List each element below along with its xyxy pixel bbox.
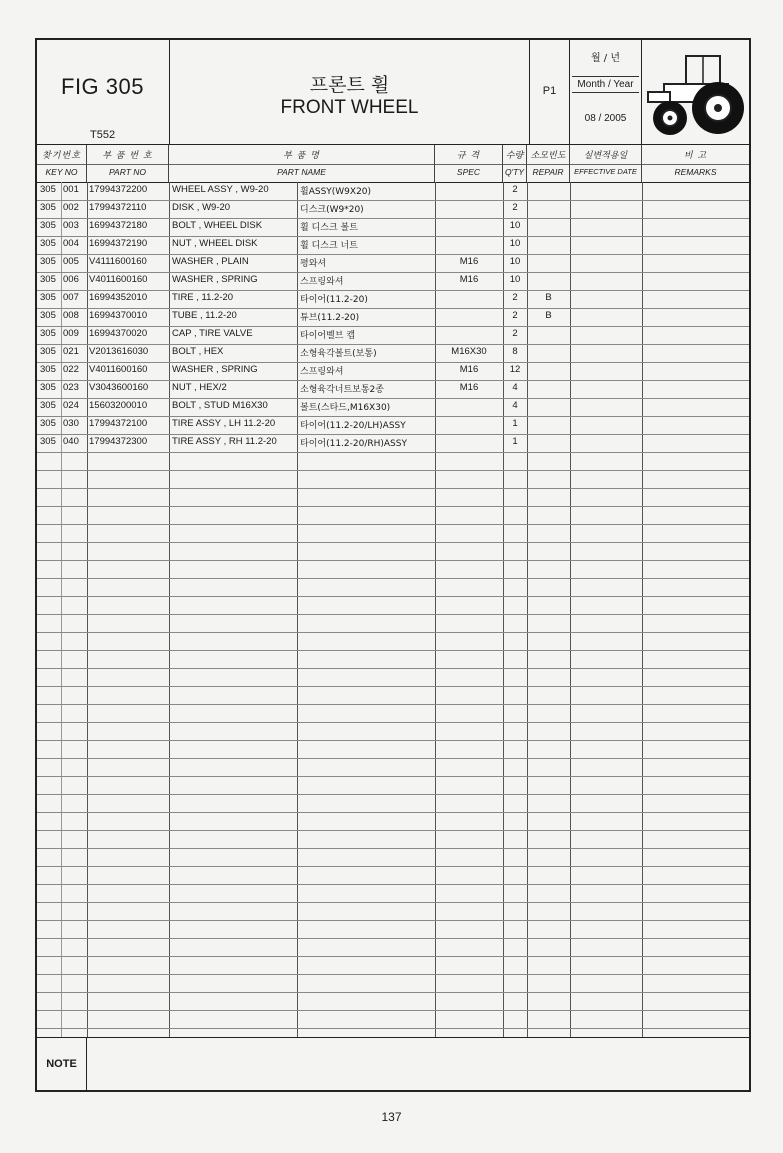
cell-name: WASHER , SPRING [172,274,258,285]
empty-table-row [37,920,749,939]
cell-fig: 305 [40,382,56,393]
col-spec-kr: 규 격 [456,151,481,161]
empty-table-row [37,776,749,795]
cell-fig: 305 [40,364,56,375]
empty-table-row [37,1010,749,1029]
column-header-row [37,145,749,183]
date-label-english: Month / Year [572,76,639,93]
parts-sheet [35,38,751,1092]
col-key-en: KEY NO [37,164,86,177]
cell-kname: 타이어벨브 캡 [300,331,356,341]
cell-key: 022 [63,364,79,375]
cell-spec: M16 [459,256,479,267]
col-key-kr: 찾기번호 [42,151,81,161]
cell-qty: 4 [512,382,518,393]
cell-fig: 305 [40,256,56,267]
empty-table-row [37,866,749,885]
cell-kname: 휠ASSY(W9X20) [300,187,372,197]
cell-key: 005 [63,256,79,267]
cell-part: 16994370010 [89,310,148,321]
cell-name: WASHER , SPRING [172,364,258,375]
cell-repair: B [545,310,552,321]
cell-repair: B [545,292,552,303]
col-name-en: PART NAME [169,164,434,177]
col-qty-en: Q'TY [503,164,526,177]
empty-table-row [37,812,749,831]
page-number: 137 [381,1110,402,1124]
cell-kname: 튜브(11.2-20) [300,313,360,323]
cell-spec: M16 [459,274,479,285]
title-english: FRONT WHEEL [280,97,419,118]
cell-part: 16994372190 [89,238,148,249]
fig-box [37,40,170,145]
cell-qty: 10 [509,238,521,249]
cell-key: 030 [63,418,79,429]
empty-table-row [37,506,749,525]
table-row [37,272,749,291]
date-box [570,40,642,145]
cell-fig: 305 [40,292,56,303]
cell-fig: 305 [40,274,56,285]
col-repair-kr: 소모빈도 [530,151,566,161]
cell-name: BOLT , HEX [172,346,224,357]
empty-table-row [37,578,749,597]
table-row [37,344,749,363]
col-effective-date [570,145,642,182]
empty-table-row [37,524,749,543]
cell-name: TIRE , 11.2-20 [172,292,234,303]
empty-table-row [37,560,749,579]
table-row [37,200,749,219]
cell-part: V4111600160 [89,256,147,267]
empty-table-row [37,830,749,849]
note-section [37,1037,749,1091]
empty-table-row [37,686,749,705]
col-repair-en: REPAIR [527,164,569,177]
cell-part: 17994372100 [89,418,148,429]
cell-name: TIRE ASSY , LH 11.2-20 [172,418,276,429]
cell-fig: 305 [40,220,56,231]
cell-kname: 휠 디스크 너트 [300,241,358,251]
empty-table-row [37,758,749,777]
table-row [37,326,749,345]
parts-table [37,182,749,1037]
empty-table-row [37,938,749,957]
cell-kname: 스프링와셔 [300,367,344,377]
cell-part: 17994372110 [89,202,147,213]
cell-name: WHEEL ASSY , W9-20 [172,184,269,195]
table-row [37,290,749,309]
cell-qty: 2 [512,310,518,321]
col-rem-en: REMARKS [642,164,749,177]
cell-qty: 2 [512,292,518,303]
cell-key: 040 [63,436,79,447]
title-box [170,40,530,145]
cell-qty: 1 [512,418,518,429]
cell-name: TUBE , 11.2-20 [172,310,237,321]
col-eff-kr: 실변적용일 [583,151,628,161]
cell-kname: 타이어(11.2-20/RH)ASSY [300,439,407,449]
cell-part: 16994370020 [89,328,148,339]
cell-key: 023 [63,382,79,393]
empty-table-row [37,794,749,813]
cell-part: V4011600160 [89,274,148,285]
empty-table-row [37,668,749,687]
cell-part: 16994372180 [89,220,148,231]
table-row [37,218,749,237]
col-eff-en: EFFECTIVE DATE [570,164,641,176]
cell-name: WASHER , PLAIN [172,256,249,267]
title-korean: 프론트 휠 [309,74,390,96]
cell-name: TIRE ASSY , RH 11.2-20 [172,436,277,447]
cell-part: V3043600160 [89,382,149,393]
col-remarks [642,145,749,182]
col-part-name [169,145,435,182]
date-value: 08 / 2005 [584,113,627,124]
empty-table-row [37,704,749,723]
page-label: P1 [542,85,557,97]
table-row [37,380,749,399]
cell-kname: 휠 디스크 볼트 [300,223,358,233]
empty-table-row [37,740,749,759]
date-label-korean: 월 / 년 [590,53,621,64]
table-row [37,308,749,327]
cell-key: 021 [63,346,79,357]
col-repair [527,145,570,182]
empty-table-row [37,632,749,651]
cell-part: 17994372300 [89,436,148,447]
cell-qty: 2 [512,328,518,339]
cell-name: BOLT , STUD M16X30 [172,400,268,411]
col-qty-kr: 수량 [505,151,524,161]
note-label: NOTE [37,1038,87,1091]
cell-kname: 소형육각너트보통2종 [300,385,384,395]
cell-key: 008 [63,310,79,321]
cell-key: 009 [63,328,79,339]
empty-table-row [37,614,749,633]
col-part-kr: 부 품 번 호 [102,151,153,161]
cell-qty: 2 [512,184,518,195]
cell-qty: 1 [512,436,518,447]
cell-key: 024 [63,400,79,411]
cell-fig: 305 [40,346,56,357]
col-part-en: PART NO [87,164,168,177]
empty-table-row [37,452,749,471]
col-spec-en: SPEC [435,164,502,177]
empty-table-row [37,848,749,867]
cell-part: 16994352010 [89,292,148,303]
cell-qty: 10 [509,274,521,285]
cell-name: DISK , W9-20 [172,202,231,213]
empty-table-row [37,722,749,741]
cell-fig: 305 [40,436,56,447]
model-code: T552 [90,129,116,141]
cell-part: 17994372200 [89,184,148,195]
table-row [37,182,749,201]
empty-table-row [37,884,749,903]
tractor-picture-box [642,40,751,145]
table-row [37,236,749,255]
col-spec [435,145,503,182]
table-row [37,434,749,453]
cell-qty: 8 [512,346,518,357]
tractor-icon [646,50,746,138]
cell-fig: 305 [40,328,56,339]
cell-spec: M16X30 [451,346,487,357]
cell-fig: 305 [40,418,56,429]
table-row [37,254,749,273]
cell-fig: 305 [40,184,56,195]
cell-key: 007 [63,292,79,303]
cell-spec: M16 [459,382,479,393]
table-row [37,398,749,417]
cell-kname: 타이어(11.2-20/LH)ASSY [300,421,406,431]
cell-name: NUT , HEX/2 [172,382,227,393]
fig-number: FIG 305 [61,74,144,99]
cell-key: 006 [63,274,79,285]
empty-table-row [37,470,749,489]
cell-key: 004 [63,238,79,249]
table-row [37,362,749,381]
cell-part: V4011600160 [89,364,148,375]
col-qty [503,145,527,182]
table-row [37,416,749,435]
cell-part: 15603200010 [89,400,148,411]
col-rem-kr: 비 고 [683,151,708,161]
cell-qty: 10 [509,256,521,267]
empty-table-row [37,992,749,1011]
col-part-no [87,145,169,182]
cell-name: CAP , TIRE VALVE [172,328,253,339]
empty-table-row [37,650,749,669]
cell-name: BOLT , WHEEL DISK [172,220,263,231]
col-key [37,145,87,182]
cell-spec: M16 [459,364,479,375]
cell-kname: 소형육각볼트(보통) [300,349,377,359]
cell-kname: 타이어(11.2-20) [300,295,368,305]
cell-key: 002 [63,202,79,213]
empty-table-row [37,974,749,993]
cell-key: 003 [63,220,79,231]
cell-kname: 평와셔 [300,259,327,269]
empty-table-row [37,596,749,615]
page-box [530,40,570,145]
cell-fig: 305 [40,238,56,249]
cell-kname: 디스크(W9*20) [300,205,364,215]
empty-table-row [37,902,749,921]
cell-part: V2013616030 [89,346,149,357]
cell-fig: 305 [40,310,56,321]
cell-qty: 12 [509,364,521,375]
empty-table-row [37,956,749,975]
empty-table-row [37,488,749,507]
cell-kname: 스프링와셔 [300,277,344,287]
empty-table-row [37,542,749,561]
col-name-kr: 부 품 명 [283,151,320,161]
cell-name: NUT , WHEEL DISK [172,238,258,249]
cell-qty: 10 [509,220,521,231]
cell-qty: 2 [512,202,518,213]
cell-kname: 볼트(스타드,M16X30) [300,403,391,413]
cell-fig: 305 [40,202,56,213]
cell-fig: 305 [40,400,56,411]
cell-qty: 4 [512,400,518,411]
cell-key: 001 [63,184,79,195]
